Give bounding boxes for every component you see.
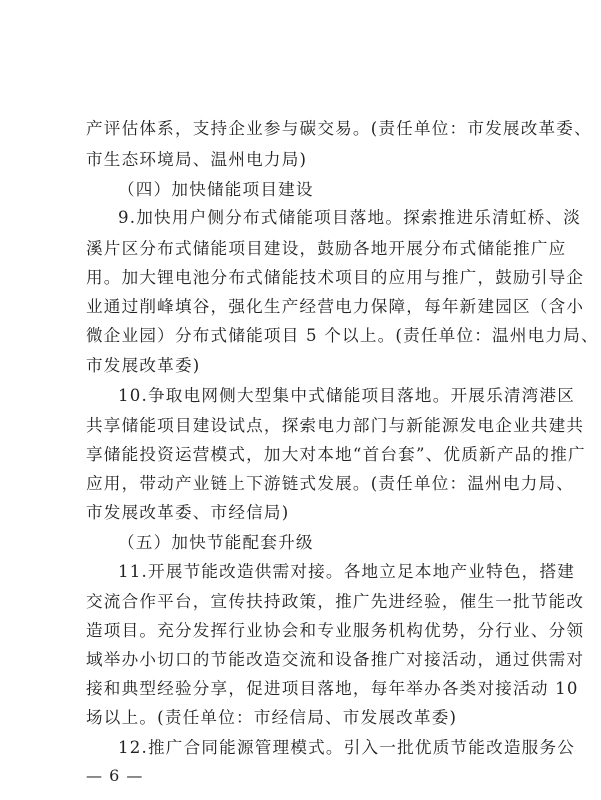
text-line: 市发展改革委、市经信局) <box>86 503 290 522</box>
paragraph-11-start: 11.开展节能改造供需对接。各地立足本地产业特色，搭建 <box>118 562 576 581</box>
paragraph-12-start: 12.推广合同能源管理模式。引入一批优质节能改造服务公 <box>118 738 576 757</box>
text-line: 用。加大锂电池分布式储能技术项目的应用与推广，鼓励引导企 <box>86 268 585 287</box>
section-heading-5: （五）加快节能配套升级 <box>118 533 314 552</box>
text-line: 造项目。充分发挥行业协会和专业服务机构优势，分行业、分领 <box>86 621 585 640</box>
text-line: 业通过削峰填谷，强化生产经营电力保障，每年新建园区（含小 <box>86 297 585 316</box>
text-line: 共享储能项目建设试点，探索电力部门与新能源发电企业共建共 <box>86 416 585 435</box>
text-line: 微企业园）分布式储能项目 5 个以上。(责任单位：温州电力局、 <box>86 326 599 345</box>
text-line: 市发展改革委) <box>86 356 201 375</box>
text-line: 交流合作平台，宣传扶持政策，推广先进经验，催生一批节能改 <box>86 592 585 611</box>
text-line: 场以上。(责任单位：市经信局、市发展改革委) <box>86 708 458 727</box>
text-line: 产评估体系，支持企业参与碳交易。(责任单位：市发展改革委、 <box>86 119 592 138</box>
paragraph-10-start: 10.争取电网侧大型集中式储能项目落地。开展乐清湾港区 <box>118 386 576 405</box>
page-number: — 6 — <box>86 766 144 785</box>
text-line: 应用，带动产业链上下游链式发展。(责任单位：温州电力局、 <box>86 474 575 493</box>
text-line: 享储能投资运营模式，加大对本地“首台套”、优质新产品的推广 <box>86 445 586 464</box>
text-line: 市生态环境局、温州电力局) <box>86 150 308 169</box>
text-line: 接和典型经验分享，促进项目落地，每年举办各类对接活动 10 <box>86 679 579 698</box>
section-heading-4: （四）加快储能项目建设 <box>118 180 314 199</box>
text-line: 域举办小切口的节能改造交流和设备推广对接活动，通过供需对 <box>86 650 585 669</box>
text-line: 溪片区分布式储能项目建设，鼓励各地开展分布式储能推广应 <box>86 239 567 258</box>
paragraph-9-start: 9.加快用户侧分布式储能项目落地。探索推进乐清虹桥、淡 <box>118 208 582 227</box>
